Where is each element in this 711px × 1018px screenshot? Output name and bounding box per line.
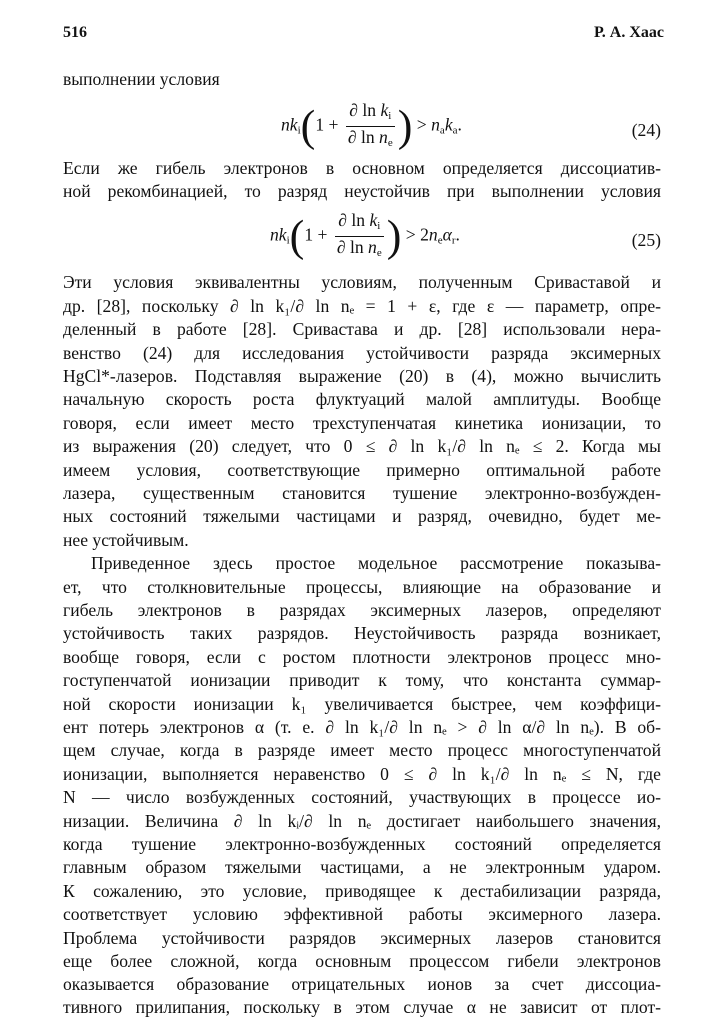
- text-line: оказывается образование отрицательных ионов за счет диссоциа-: [63, 974, 661, 994]
- equation-25-label: (25): [631, 230, 661, 250]
- text-line: ент потерь электронов α (т. е. ∂ ln k₁/∂ ln nₑ > ∂ ln α/∂ ln nₑ). В об-: [63, 717, 661, 737]
- text-line: N — число возбужденных состояний, участвующих в процессе ио-: [63, 787, 661, 807]
- equation-24-body: $nk_i(1$ + $\frac{\partial \ln k_i}{\partial \ln n_e}$ ) > $n_ak_a$.: [281, 100, 462, 153]
- equation-25-fraction: $\frac{\partial \ln k_i}{\partial \ln n_e}$: [336, 210, 382, 259]
- text-line: имеем условия, соответствующие примерно оптимальной работе: [63, 460, 661, 480]
- text-line: гоступенчатой ионизации приводит к тому, что константа суммар-: [63, 670, 661, 690]
- equation-24-fraction: $\frac{\partial \ln k_i}{\partial \ln n_e}$: [347, 100, 393, 149]
- equation-24: [0, 100, 711, 160]
- text-line: Приведенное здесь простое модельное рассмотрение показыва-: [91, 553, 661, 573]
- text-line: ных состояний тяжелыми частицами и разряд, очевидно, будет ме-: [63, 506, 661, 526]
- equation-25-body: $nk_i(1$ + $\frac{\partial \ln k_i}{\partial \ln n_e}$ ) > $2n_e\alpha_r$.: [270, 210, 460, 263]
- text-line: венство (24) для исследования устойчивости разряда эксимерных: [63, 343, 661, 363]
- text-line: начальную скорость роста флуктуаций малой амплитуды. Вообще: [63, 389, 661, 409]
- text-line: низации. Величина ∂ ln kᵢ/∂ ln nₑ достигает наибольшего значения,: [63, 811, 661, 831]
- text-line: говоря, если имеет место трехступенчатая кинетика ионизации, то: [63, 413, 661, 433]
- text-line: нее устойчивым.: [63, 530, 189, 550]
- text-line: ной рекомбинацией, то разряд неустойчив при выполнении условия: [63, 181, 661, 201]
- text-line: устойчивость таких разрядов. Неустойчивость разряда возникает,: [63, 623, 661, 643]
- text-line: ет, что столкновительные процессы, влияющие на образование и: [63, 577, 661, 597]
- text-line: главным образом тяжелыми частицами, а не электронным ударом.: [63, 857, 661, 877]
- text-line: лазера, существенным становится тушение электронно-возбужден-: [63, 483, 661, 503]
- running-head: Р. А. Хаас: [594, 24, 664, 41]
- text-line: гибель электронов в разрядах эксимерных лазеров, определяют: [63, 600, 661, 620]
- page-number: 516: [63, 24, 87, 41]
- text-line: Эти условия эквивалентны условиям, полученным Сриваставой и: [63, 272, 661, 292]
- text-line: Если же гибель электронов в основном определяется диссоциатив-: [63, 158, 661, 178]
- equation-24-label: (24): [631, 120, 661, 140]
- text-line: еще более сложной, когда основным процессом гибели электронов: [63, 951, 661, 971]
- text-line: деленный в работе [28]. Сривастава и др. [28] использовали нера-: [63, 319, 661, 339]
- text-line: вообще говоря, если с ростом плотности электронов процесс мно-: [63, 647, 661, 667]
- text-line: выполнении условия: [63, 69, 220, 89]
- text-line: др. [28], поскольку ∂ ln k₁/∂ ln nₑ = 1 + ε, где ε — параметр, опре-: [63, 296, 661, 316]
- text-line: ной скорости ионизации k₁ увеличивается быстрее, чем коэффици-: [63, 694, 661, 714]
- text-line: К сожалению, это условие, приводящее к дестабилизации разряда,: [63, 881, 661, 901]
- text-line: когда тушение электронно-возбужденных состояний определяется: [63, 834, 661, 854]
- text-line: из выражения (20) следует, что 0 ≤ ∂ ln k₁/∂ ln nₑ ≤ 2. Когда мы: [63, 436, 661, 456]
- text-line: тивного прилипания, поскольку в этом случае α не зависит от плот-: [63, 997, 661, 1017]
- text-line: соответствует условию эффективной работы эксимерного лазера.: [63, 904, 661, 924]
- text-line: щем случае, когда в разряде имеет место процесс многоступенчатой: [63, 740, 661, 760]
- text-line: Проблема устойчивости разрядов эксимерных лазеров становится: [63, 928, 661, 948]
- text-line: ионизации, выполняется неравенство 0 ≤ ∂ ln k₁/∂ ln nₑ ≤ N, где: [63, 764, 661, 784]
- equation-25: [0, 210, 711, 270]
- text-line: HgCl*-лазеров. Подставляя выражение (20) в (4), можно вычислить: [63, 366, 661, 386]
